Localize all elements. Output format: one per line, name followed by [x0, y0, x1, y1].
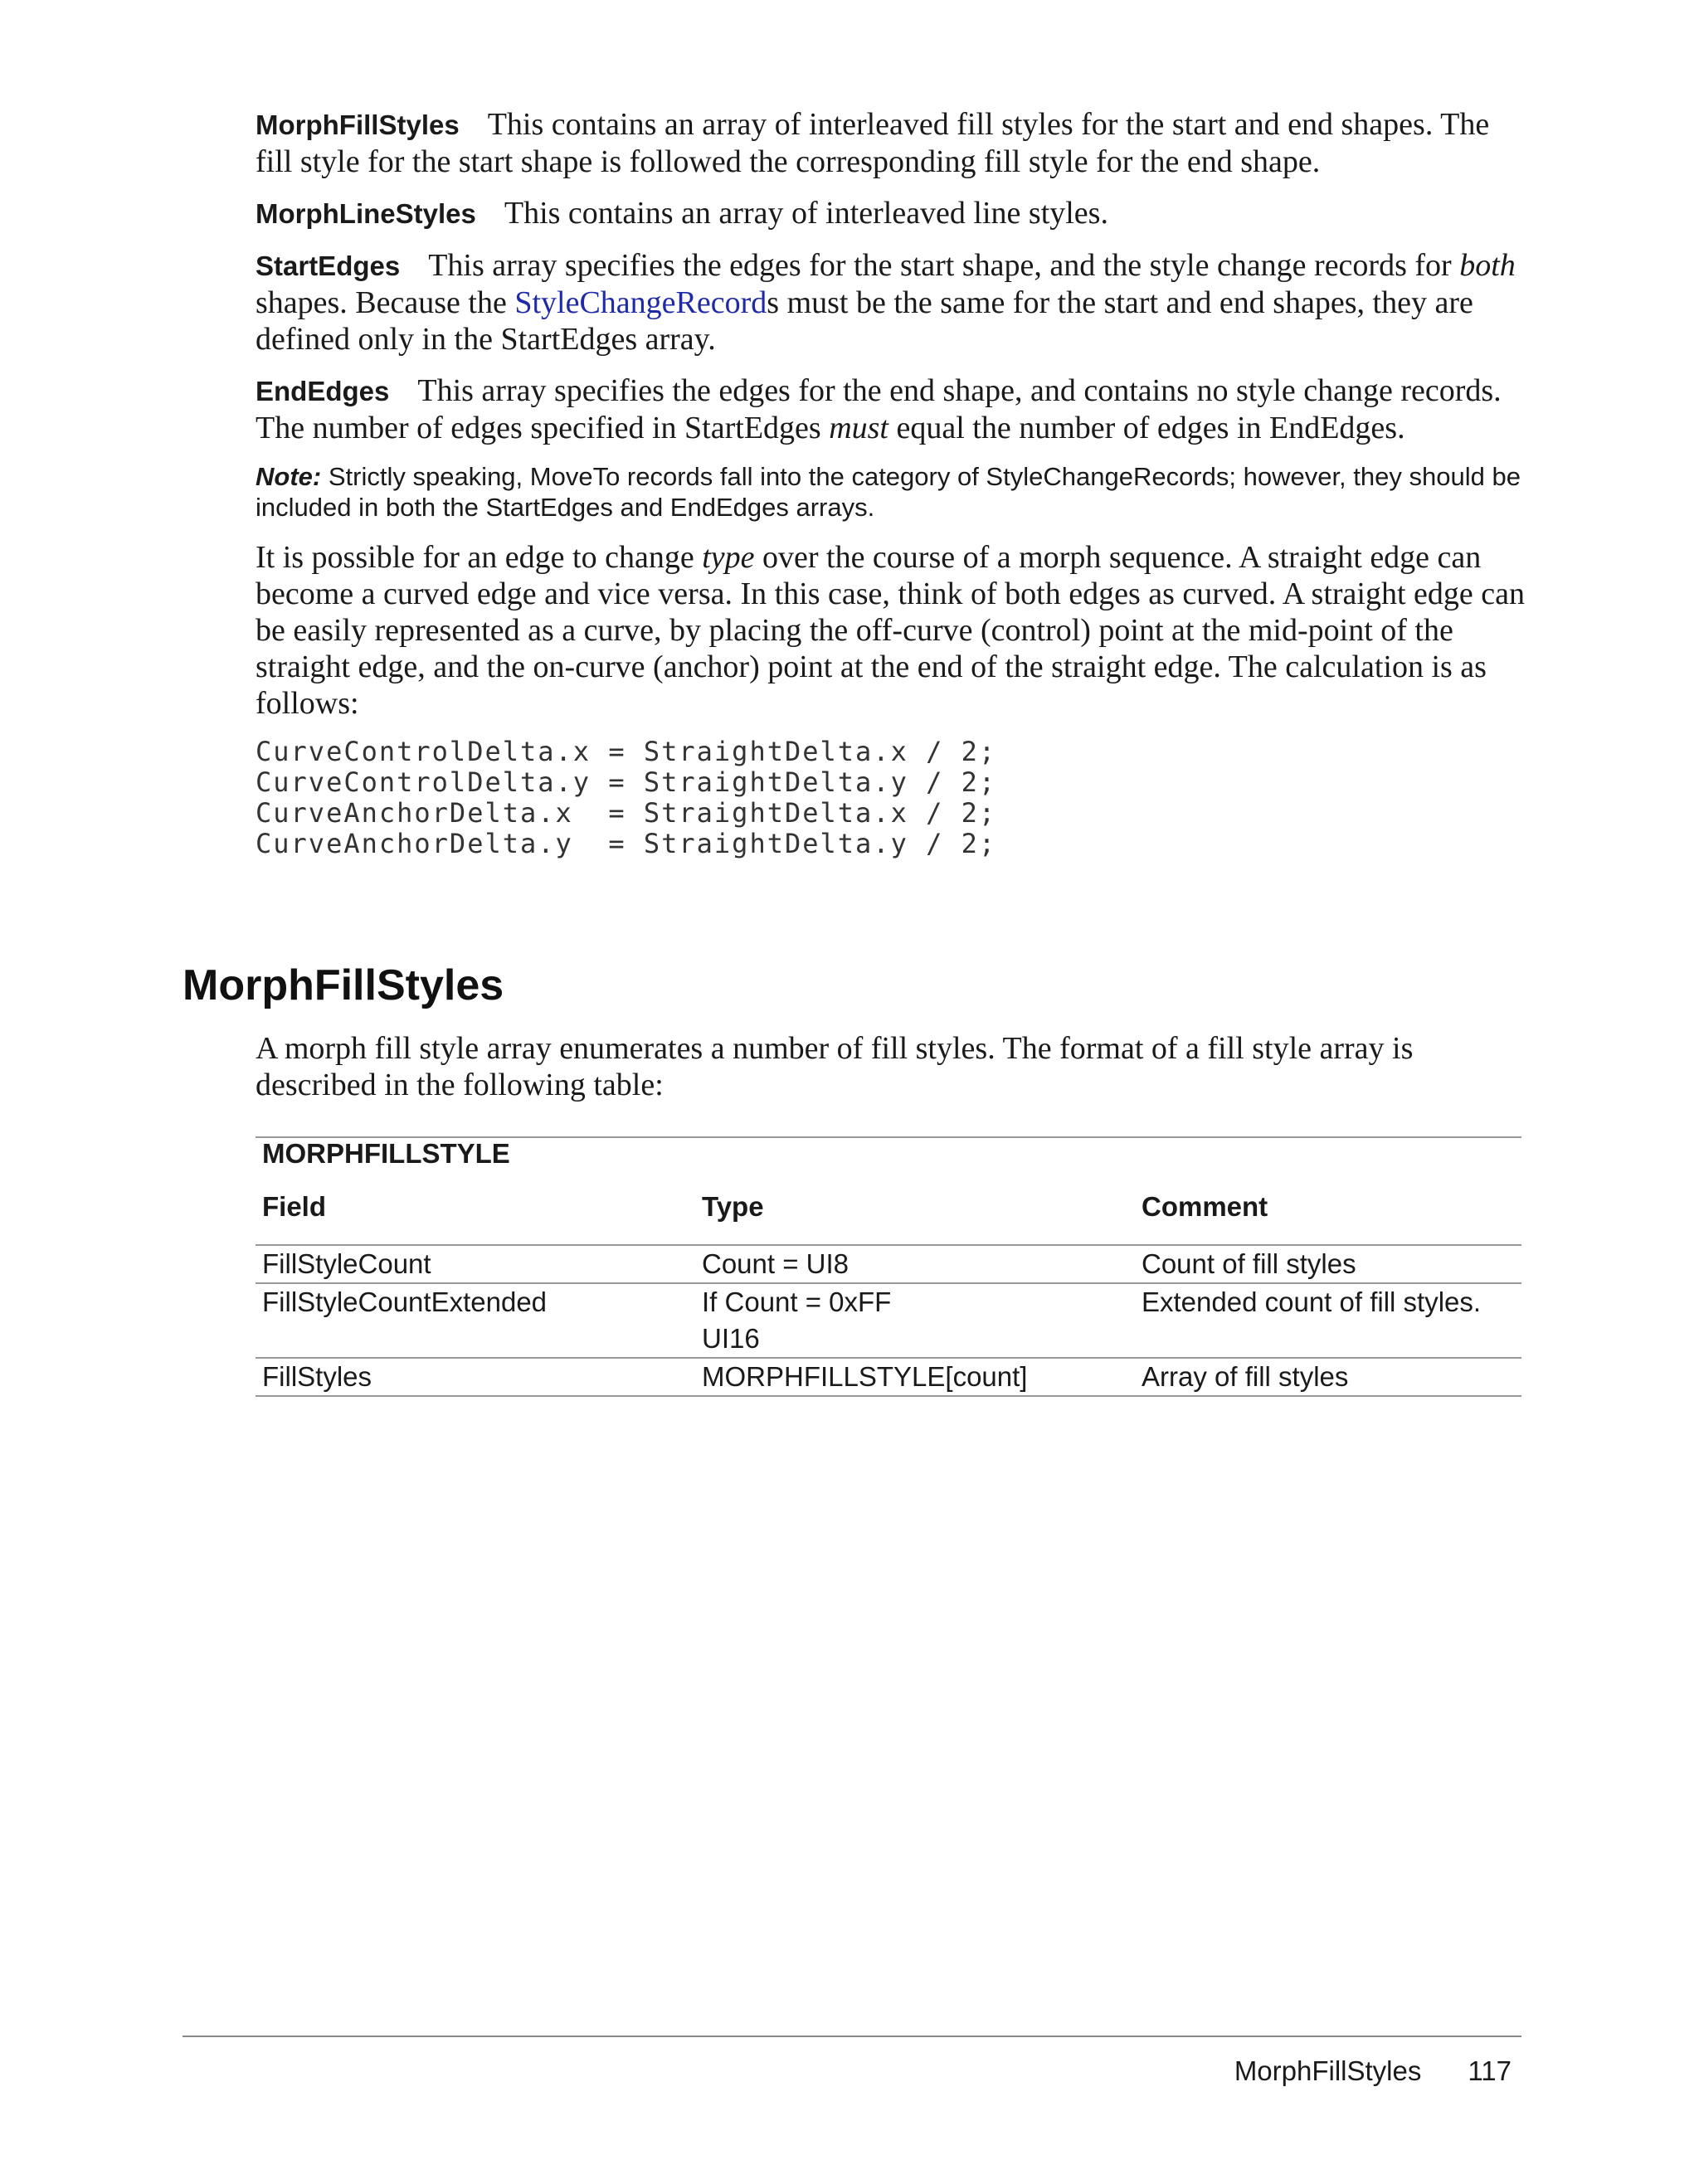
definition-startedges [256, 247, 1525, 358]
cell-comment: Extended count of fill styles. [1135, 1283, 1521, 1358]
page-footer [1234, 2055, 1512, 2087]
definition-text: This contains an array of interleaved line styles. [504, 196, 1108, 231]
term-label: MorphFillStyles [256, 109, 460, 140]
definitions-block [256, 106, 1525, 859]
definition-text: shapes. Because the [256, 285, 507, 320]
term-label: StartEdges [256, 251, 401, 281]
cell-comment: Count of fill styles [1135, 1245, 1521, 1283]
definition-text: This array specifies the edges for the start shape, and the style change records for [428, 248, 1452, 283]
definition-morphfillstyles [256, 106, 1525, 180]
emphasis-text: type [702, 540, 755, 575]
table-row [256, 1283, 1521, 1358]
column-header-comment: Comment [1135, 1191, 1521, 1245]
cell-type-line: UI16 [702, 1323, 760, 1354]
cell-type [695, 1358, 1135, 1396]
style-change-record-link[interactable]: StyleChangeRecord [514, 285, 767, 320]
cell-field: FillStyles [256, 1358, 695, 1396]
table-caption: MORPHFILLSTYLE [256, 1137, 1521, 1191]
footer-divider [183, 2036, 1521, 2037]
cell-type [695, 1245, 1135, 1283]
table-row [256, 1358, 1521, 1396]
section-intro: A morph fill style array enumerates a number of fill styles. The format of a fill style array is described in the following table: [256, 1031, 1414, 1102]
cell-type [695, 1283, 1135, 1358]
term-label: EndEdges [256, 376, 390, 406]
table-row [256, 1245, 1521, 1283]
note-block [256, 461, 1525, 523]
note-text: Strictly speaking, MoveTo records fall into the category of StyleChangeRecords; however, they should be included in both the StartEdges and EndEdges arrays. [256, 462, 1521, 522]
definition-text: equal the number of edges in EndEdges. [896, 411, 1405, 445]
cell-comment: Array of fill styles [1135, 1358, 1521, 1396]
body-paragraph [256, 539, 1525, 722]
definition-text: s must be the same for the start and end shapes, they are defined only in the StartEdges array. [256, 285, 1473, 357]
footer-section-name: MorphFillStyles [1234, 2055, 1422, 2086]
cell-type-line: MORPHFILLSTYLE[count] [702, 1361, 1028, 1392]
page-number: 117 [1468, 2055, 1512, 2086]
cell-type-line: Count = UI8 [702, 1248, 850, 1279]
code-block [256, 737, 1525, 859]
code-line: CurveControlDelta.x = StraightDelta.x / 2; [256, 736, 997, 767]
cell-field: FillStyleCountExtended [256, 1283, 695, 1358]
cell-type-line: If Count = 0xFF [702, 1287, 892, 1317]
note-label: Note: [256, 462, 322, 491]
cell-field: FillStyleCount [256, 1245, 695, 1283]
morphfillstyle-table [256, 1136, 1521, 1397]
body-text: It is possible for an edge to change [256, 540, 694, 575]
table-header-row [256, 1191, 1521, 1245]
code-line: CurveAnchorDelta.y = StraightDelta.y / 2; [256, 828, 997, 859]
section-title: MorphFillStyles [183, 961, 504, 1009]
definition-text: This contains an array of interleaved fill styles for the start and end shapes. The fill style for the start shape is followed the corresponding fill style for the end shape. [256, 107, 1490, 179]
emphasis-text: must [829, 411, 888, 445]
definition-morphlinestyles [256, 195, 1525, 232]
code-line: CurveAnchorDelta.x = StraightDelta.x / 2; [256, 797, 997, 829]
code-line: CurveControlDelta.y = StraightDelta.y / 2; [256, 766, 997, 798]
column-header-type: Type [695, 1191, 1135, 1245]
term-label: MorphLineStyles [256, 198, 476, 229]
table-caption-row [256, 1137, 1521, 1191]
definition-endedges [256, 372, 1525, 446]
column-header-field: Field [256, 1191, 695, 1245]
body-text: over the course of a morph sequence. A straight edge can become a curved edge and vice versa. In this case, think of both edges as curved. A straight edge can be easily represented as a curve, by placing the off-curve (control) point at the mid-point of the straight edge, and the on-curve (anchor) point at the end of the straight edge. The calculation is as follows: [256, 540, 1526, 721]
emphasis-text: both [1459, 248, 1516, 283]
definition-text: This array specifies the edges for the end shape, and contains no style change records. The number of edges specified in StartEdges [256, 373, 1502, 445]
